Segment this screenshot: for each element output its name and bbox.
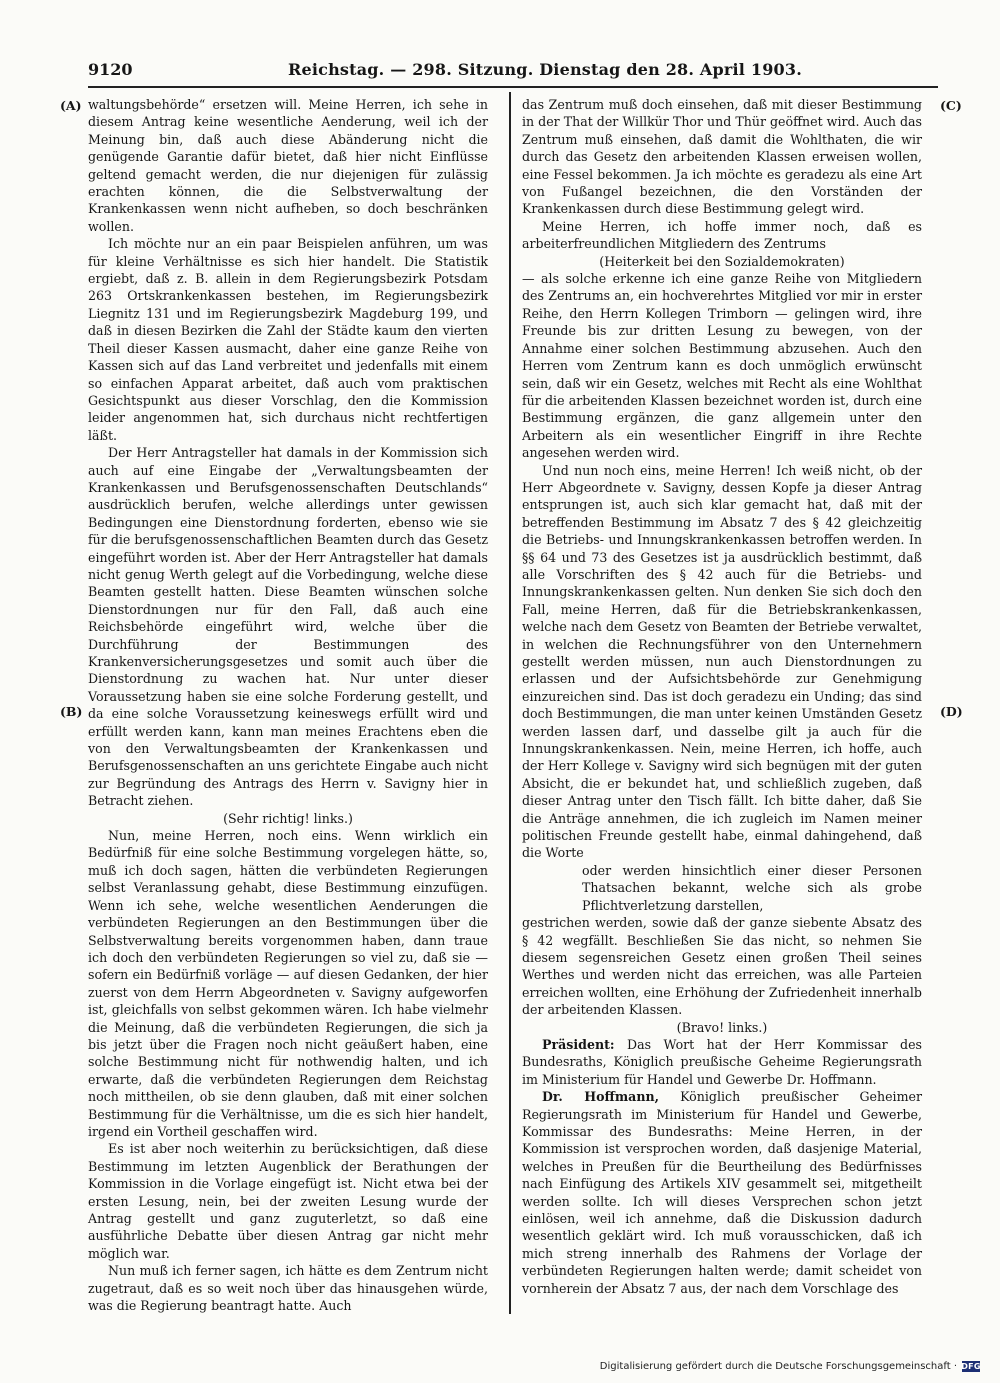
running-title: Reichstag. — 298. Sitzung. Dienstag den 28. April 1903. <box>288 60 802 79</box>
speaker-paragraph <box>522 1088 922 1297</box>
speaker-name: Präsident: <box>542 1036 615 1052</box>
page-header <box>88 60 938 84</box>
interjection: (Bravo! links.) <box>676 1019 768 1035</box>
paragraph: Ich möchte nur an ein paar Beispielen anführen, um was für kleine Verhältnisse es sich hier handelt. Die Statistik ergiebt, daß z. B. allein in dem Regierungsbezirk Potsdam 263 Ortskrankenkassen bestehen, im Regierungsbezirk Liegnitz 131 und im Regierungsbezirk Magdeburg 199, und daß in diesen Bezirken die Zahl der Städte kaum den vierten Theil dieser Kassen ausmacht, daher eine ganze Reihe von Kassen sich auf das Land verbreitet und jedenfalls mit einem so einfachen Apparat arbeitet, daß auch vom praktischen Gesichtspunkt aus dieser Vorschlag, den die Kommission leider angenommen hat, sich durchaus nicht rechtfertigen läßt. <box>88 236 488 443</box>
paragraph: das Zentrum muß doch einsehen, daß mit dieser Bestimmung in der That der Willkür Thor und Thür geöffnet wird. Auch das Zentrum muß einsehen, daß damit die Wohlthaten, die wir durch das Gesetz den arbeitenden Klassen erweisen wollen, eine Fessel bekommen. Ja ich möchte es geradezu als eine Art von Fußangel bezeichnen, die den Vorständen der Krankenkassen durch diese Bestimmung gelegt wird. <box>522 97 922 217</box>
left-column <box>88 96 488 1314</box>
speaker-paragraph <box>522 1036 922 1088</box>
paragraph: Und nun noch eins, meine Herren! Ich weiß nicht, ob der Herr Abgeordnete v. Savigny, dessen Kopfe ja dieser Antrag entsprungen ist, auch sich klar gemacht hat, daß mit der betreffenden Bestimmung im Absatz 7 des § 42 gleichzeitig die Betriebs- und Innungskrankenkassen betroffen werden. In §§ 64 und 73 des Gesetzes ist ja ausdrücklich bestimmt, daß alle Vorschriften des § 42 auch für die Betriebs- und Innungskrankenkassen gelten. Nun denken Sie sich doch den Fall, meine Herren, daß für die Betriebskrankenkassen, welche nach dem Gesetz von Beamten der Betriebe verwaltet, in welchen die Rechnungsführer von den Unternehmern gestellt werden müssen, nun auch Dienstordnungen zu erlassen und der Aufsichtsbehörde zur Genehmigung einzureichen sind. Das ist doch geradezu ein Unding; das sind doch Bestimmungen, die man unter keinen Umständen Gesetz werden lassen darf, und dasselbe gilt ja auch für die Innungskrankenkassen. Nein, meine Herren, ich hoffe, auch der Herr Kollege v. Savigny wird sich begnügen mit der guten Absicht, die er bekundet hat, und schließlich zugeben, daß dieser Antrag unter den Tisch fällt. Ich bitte daher, daß Sie die Anträge annehmen, die ich zugleich im Namen meiner politischen Freunde gestellt habe, einmal dahingehend, daß die Worte <box>522 462 922 861</box>
header-rule <box>88 86 938 88</box>
interjection: (Sehr richtig! links.) <box>223 810 353 826</box>
quoted-text: oder werden hinsichtlich einer dieser Personen Thatsachen bekannt, welche sich als grobe Pflichtverletzung darstellen, <box>582 862 922 913</box>
interjection: (Heiterkeit bei den Sozialdemokraten) <box>599 253 845 269</box>
right-column <box>522 96 922 1297</box>
paragraph: waltungsbehörde“ ersetzen will. Meine Herren, ich sehe in diesem Antrag keine wesentliche Aenderung, weil ich der Meinung bin, daß auch diese Abänderung nicht die genügende Garantie dafür bietet, daß hier nicht Einflüsse geltend gemacht werden, die nur diejenigen für zulässig erachten können, die die Selbstverwaltung der Krankenkassen wenn nicht aufheben, so doch beschränken wollen. <box>88 97 488 234</box>
page-footer <box>600 1361 980 1372</box>
paragraph: Der Herr Antragsteller hat damals in der Kommission sich auch auf eine Eingabe der „Verwaltungsbeamten der Krankenkassen und Berufsgenossenschaften Deutschlands“ ausdrücklich berufen, welche allerdings unter gewissen Bedingungen eine Dienstordnung forderten, ebenso wie sie für die berufsgenossenschaftlichen Beamten durch das Gesetz eingeführt worden ist. Aber der Herr Antragsteller hat damals nicht genug Werth gelegt auf die Vorbedingung, welche diese Beamten gestellt hatten. Diese Beamten wünschen solche Dienstordnungen nur für den Fall, daß auch eine Reichsbehörde eingeführt wird, welche über die Durchführung der Bestimmungen des Krankenversicherungsgesetzes und somit auch über die Dienstordnung zu wachen hat. Nur unter dieser Voraussetzung haben sie eine solche Forderung gestellt, und da eine solche Voraussetzung keineswegs erfüllt wird und erfüllt werden kann, kann man meines Erachtens eben die von den Verwaltungsbeamten der Krankenkassen und Berufsgenossenschaften an uns gerichtete Eingabe auch nicht zur Begründung des Antrags des Herrn v. Savigny hier in Betracht ziehen. <box>88 445 488 809</box>
column-divider <box>509 92 511 1314</box>
margin-marker-d: (D) <box>940 704 963 719</box>
speaker-name: Dr. Hoffmann, <box>542 1089 660 1105</box>
margin-marker-c: (C) <box>940 98 962 113</box>
paragraph: Nun muß ich ferner sagen, ich hätte es dem Zentrum nicht zugetraut, daß es so weit noch über das hinausgehen würde, was die Regierung beantragt hatte. Auch <box>88 1263 488 1314</box>
paragraph: gestrichen werden, sowie daß der ganze siebente Absatz des § 42 wegfällt. Beschließen Sie das nicht, so nehmen Sie diesem segensreichen Gesetz einen großen Theil seines Werthes und werden nicht das erreichen, was alle Parteien erreichen wollten, eine Erhöhung der Zufriedenheit innerhalb der arbeitenden Klassen. <box>522 915 922 1018</box>
paragraph: Meine Herren, ich hoffe immer noch, daß es arbeiterfreundlichen Mitgliedern des Zentrums <box>522 218 922 252</box>
footer-credit: Digitalisierung gefördert durch die Deutsche Forschungsgemeinschaft · <box>599 1361 957 1372</box>
paragraph: — als solche erkenne ich eine ganze Reihe von Mitgliedern des Zentrums an, ein hochverehrtes Mitglied vor mir in erster Reihe, den Herrn Kollegen Trimborn — gelingen wird, ihre Freunde bis zur dritten Lesung zu bewegen, von der Annahme einer solchen Bestimmung abzusehen. Auch den Herren vom Zentrum kann es doch unmöglich erwünscht sein, daß wir ein Gesetz, welches mit Recht als eine Wohlthat für die arbeitenden Klassen bezeichnet worden ist, durch eine Bestimmung ergänzen, die ganz allgemein unter den Arbeitern als ein wesentlicher Eingriff in ihre Rechte angesehen werden wird. <box>522 271 922 461</box>
margin-marker-a: (A) <box>60 98 82 113</box>
dfg-logo-icon: DFG <box>961 1362 981 1371</box>
speech-text: Das Wort hat der Herr Kommissar des Bundesraths, Königlich preußische Geheime Regierungsrath im Ministerium für Handel und Gewerbe Dr. Hoffmann. <box>522 1036 922 1087</box>
page-number: 9120 <box>88 60 133 79</box>
paragraph: Nun, meine Herren, noch eins. Wenn wirklich ein Bedürfniß für eine solche Bestimmung vorgelegen hätte, so, muß ich doch sagen, hätten die verbündeten Regierungen selbst Veranlassung gehabt, diese Bestimmung einzufügen. Wenn ich sehe, welche wesentlichen Aenderungen die verbündeten Regierungen an den Bestimmungen über die Selbstverwaltung bereits vorgenommen haben, dann traue ich doch den verbündeten Regierungen so viel zu, daß sie — sofern ein Bedürfniß vorläge — auf diesen Gedanken, der hier zuerst von dem Herrn Abgeordneten v. Savigny aufgeworfen ist, gleichfalls von selbst gekommen wären. Ich habe vielmehr die Meinung, daß die verbündeten Regierungen, die sich ja bis jetzt über die Fragen noch nicht geäußert haben, eine solche Bestimmung nicht für nothwendig halten, und ich erwarte, daß die verbündeten Regierungen dem Reichstag noch mittheilen, ob sie denn glauben, daß mit einer solchen Bestimmung für die Verhältnisse, um die es sich hier handelt, irgend ein Vortheil geschaffen wird. <box>88 828 488 1139</box>
margin-marker-b: (B) <box>60 704 83 719</box>
paragraph: Es ist aber noch weiterhin zu berücksichtigen, daß diese Bestimmung im letzten Augenblick der Berathungen der Kommission in die Vorlage eingefügt ist. Nicht etwa bei der ersten Lesung, nein, bei der zweiten Lesung wurde der Antrag gestellt und ganz zuguterletzt, so daß eine ausführliche Debatte über diesen Antrag gar nicht mehr möglich war. <box>88 1141 488 1261</box>
speech-text: Königlich preußischer Geheimer Regierungsrath im Ministerium für Handel und Gewerbe, Kommissar des Bundesraths: Meine Herren, in der Kommission ist versprochen worden, daß dasjenige Material, welches in Preußen für die Beurtheilung des Bedürfnisses nach Einfügung des Artikels XIV gesammelt sei, mitgetheilt werden sollte. Ich will dieses Versprechen schon jetzt einlösen, weil ich annehme, daß die Diskussion dadurch wesentlich geklärt wird. Ich muß vorausschicken, daß ich mich streng innerhalb des Rahmens der Vorlage der verbündeten Regierungen halten werde; damit scheidet von vornherein der Absatz 7 aus, der nach dem Vorschlage des <box>522 1089 922 1296</box>
